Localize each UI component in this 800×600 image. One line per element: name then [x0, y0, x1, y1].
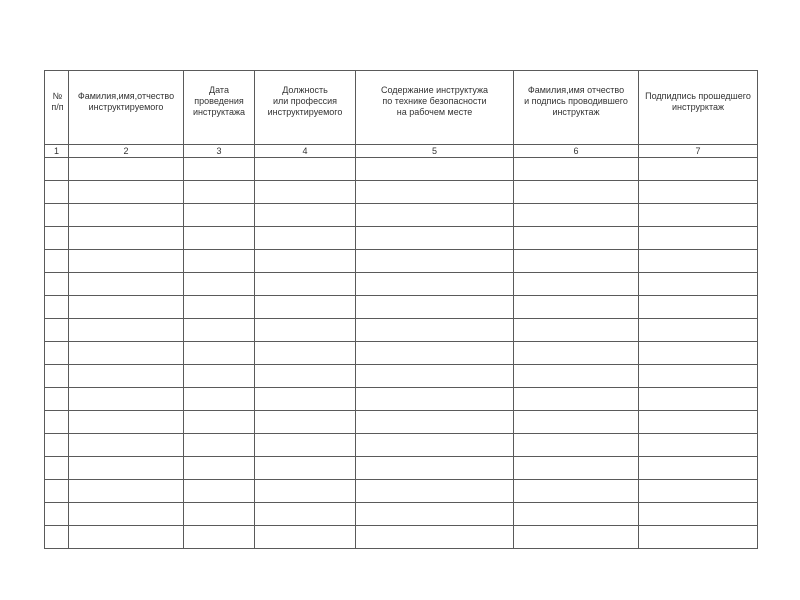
column-number: 2: [69, 145, 184, 158]
table-cell: [639, 365, 758, 388]
table-cell: [69, 365, 184, 388]
table-cell: [255, 526, 356, 549]
table-row: [45, 503, 758, 526]
table-cell: [45, 503, 69, 526]
table-cell: [255, 342, 356, 365]
table-body: [45, 158, 758, 549]
column-number: 7: [639, 145, 758, 158]
table-cell: [639, 227, 758, 250]
column-number: 1: [45, 145, 69, 158]
table-cell: [184, 158, 255, 181]
table-cell: [514, 365, 639, 388]
table-cell: [184, 296, 255, 319]
table-cell: [356, 319, 514, 342]
table-cell: [255, 319, 356, 342]
table-cell: [184, 181, 255, 204]
table-cell: [356, 204, 514, 227]
column-number-row: [45, 145, 758, 158]
table-cell: [184, 526, 255, 549]
table-cell: [356, 342, 514, 365]
header-text-position: Должность или профессия инструктируемого: [267, 85, 343, 117]
header-text-content: Содержание инструктужа по технике безопасности на рабочем месте: [380, 85, 488, 117]
table-cell: [69, 181, 184, 204]
table-cell: [356, 365, 514, 388]
table-cell: [45, 411, 69, 434]
header-row: [45, 71, 758, 145]
table-cell: [45, 227, 69, 250]
table-cell: [45, 388, 69, 411]
table-cell: [514, 204, 639, 227]
table-row: [45, 457, 758, 480]
table-cell: [639, 457, 758, 480]
table-cell: [356, 411, 514, 434]
table-cell: [356, 273, 514, 296]
table-cell: [69, 296, 184, 319]
table-cell: [184, 480, 255, 503]
table-cell: [255, 227, 356, 250]
table-row: [45, 250, 758, 273]
header-text-signature: Подпидпись прошедшего инструрктаж: [645, 90, 751, 112]
column-number: 4: [255, 145, 356, 158]
header-cell-content: [356, 71, 514, 145]
column-number: 5: [356, 145, 514, 158]
table-cell: [45, 273, 69, 296]
table-row: [45, 319, 758, 342]
header-cell-signature: [639, 71, 758, 145]
table-cell: [69, 503, 184, 526]
table-cell: [45, 296, 69, 319]
table-cell: [45, 365, 69, 388]
column-number: 3: [184, 145, 255, 158]
table-cell: [639, 434, 758, 457]
table-cell: [514, 457, 639, 480]
table-cell: [184, 250, 255, 273]
table-cell: [69, 411, 184, 434]
table-row: [45, 434, 758, 457]
table-cell: [69, 388, 184, 411]
table-row: [45, 296, 758, 319]
table-cell: [45, 457, 69, 480]
table-cell: [45, 158, 69, 181]
table-cell: [69, 480, 184, 503]
table-cell: [514, 296, 639, 319]
table-row: [45, 526, 758, 549]
table-row: [45, 388, 758, 411]
table-cell: [514, 250, 639, 273]
table-cell: [45, 526, 69, 549]
table-row: [45, 181, 758, 204]
table-row: [45, 342, 758, 365]
table-cell: [255, 388, 356, 411]
table-cell: [184, 503, 255, 526]
table-cell: [356, 296, 514, 319]
table-cell: [184, 342, 255, 365]
table-cell: [514, 319, 639, 342]
table-cell: [356, 457, 514, 480]
header-text-date: Дата проведения инструктажа: [192, 85, 246, 117]
table-cell: [514, 411, 639, 434]
table-row: [45, 227, 758, 250]
table-cell: [514, 434, 639, 457]
table-row: [45, 411, 758, 434]
table-cell: [45, 181, 69, 204]
table-cell: [639, 250, 758, 273]
header-text-number: № п/п: [51, 90, 64, 112]
table-cell: [356, 503, 514, 526]
table-cell: [639, 342, 758, 365]
table-cell: [255, 457, 356, 480]
table-row: [45, 158, 758, 181]
table-cell: [184, 227, 255, 250]
table-cell: [514, 388, 639, 411]
table-cell: [184, 319, 255, 342]
table-cell: [356, 181, 514, 204]
table-cell: [255, 296, 356, 319]
table-cell: [514, 342, 639, 365]
table-cell: [356, 480, 514, 503]
instruction-journal-table: [44, 70, 758, 549]
table-cell: [356, 388, 514, 411]
table-cell: [45, 480, 69, 503]
table-cell: [69, 434, 184, 457]
table-cell: [639, 204, 758, 227]
table-cell: [69, 227, 184, 250]
table-cell: [69, 158, 184, 181]
table-cell: [514, 158, 639, 181]
table-cell: [69, 526, 184, 549]
table-cell: [255, 434, 356, 457]
header-text-full-name: Фамилия,имя,отчество инструктируемого: [77, 90, 175, 112]
table-cell: [255, 365, 356, 388]
table-cell: [514, 480, 639, 503]
table-cell: [69, 457, 184, 480]
table-row: [45, 204, 758, 227]
table-cell: [255, 181, 356, 204]
table-cell: [639, 411, 758, 434]
table-cell: [69, 250, 184, 273]
table-cell: [356, 434, 514, 457]
table-cell: [639, 319, 758, 342]
table-cell: [514, 181, 639, 204]
table-cell: [255, 411, 356, 434]
table-cell: [255, 158, 356, 181]
header-cell-number: [45, 71, 69, 145]
table-row: [45, 273, 758, 296]
table-cell: [45, 434, 69, 457]
table-cell: [184, 411, 255, 434]
table-cell: [45, 319, 69, 342]
table-cell: [639, 480, 758, 503]
table-cell: [255, 204, 356, 227]
table-row: [45, 480, 758, 503]
table-cell: [69, 342, 184, 365]
table-cell: [639, 526, 758, 549]
table-cell: [45, 250, 69, 273]
table-cell: [69, 273, 184, 296]
table-cell: [184, 365, 255, 388]
table-cell: [639, 296, 758, 319]
table-cell: [356, 158, 514, 181]
table-cell: [514, 526, 639, 549]
table-cell: [514, 503, 639, 526]
table-cell: [69, 204, 184, 227]
header-cell-full-name: [69, 71, 184, 145]
header-text-instructor: Фамилия,имя отчество и подпись проводившего инструктаж: [524, 85, 628, 117]
table-cell: [184, 457, 255, 480]
table-row: [45, 365, 758, 388]
table-cell: [255, 250, 356, 273]
table-cell: [184, 273, 255, 296]
table-cell: [184, 204, 255, 227]
table-cell: [514, 273, 639, 296]
table-cell: [639, 503, 758, 526]
table-cell: [184, 434, 255, 457]
column-number: 6: [514, 145, 639, 158]
table-cell: [45, 204, 69, 227]
table-cell: [184, 388, 255, 411]
table-cell: [356, 526, 514, 549]
table-cell: [69, 319, 184, 342]
table-cell: [255, 273, 356, 296]
header-cell-date: [184, 71, 255, 145]
table-cell: [255, 480, 356, 503]
table-cell: [356, 227, 514, 250]
table-cell: [255, 503, 356, 526]
header-cell-position: [255, 71, 356, 145]
table-cell: [639, 273, 758, 296]
table-cell: [639, 388, 758, 411]
table-cell: [356, 250, 514, 273]
table-cell: [639, 181, 758, 204]
table-cell: [639, 158, 758, 181]
header-cell-instructor: [514, 71, 639, 145]
table-cell: [514, 227, 639, 250]
table-cell: [45, 342, 69, 365]
